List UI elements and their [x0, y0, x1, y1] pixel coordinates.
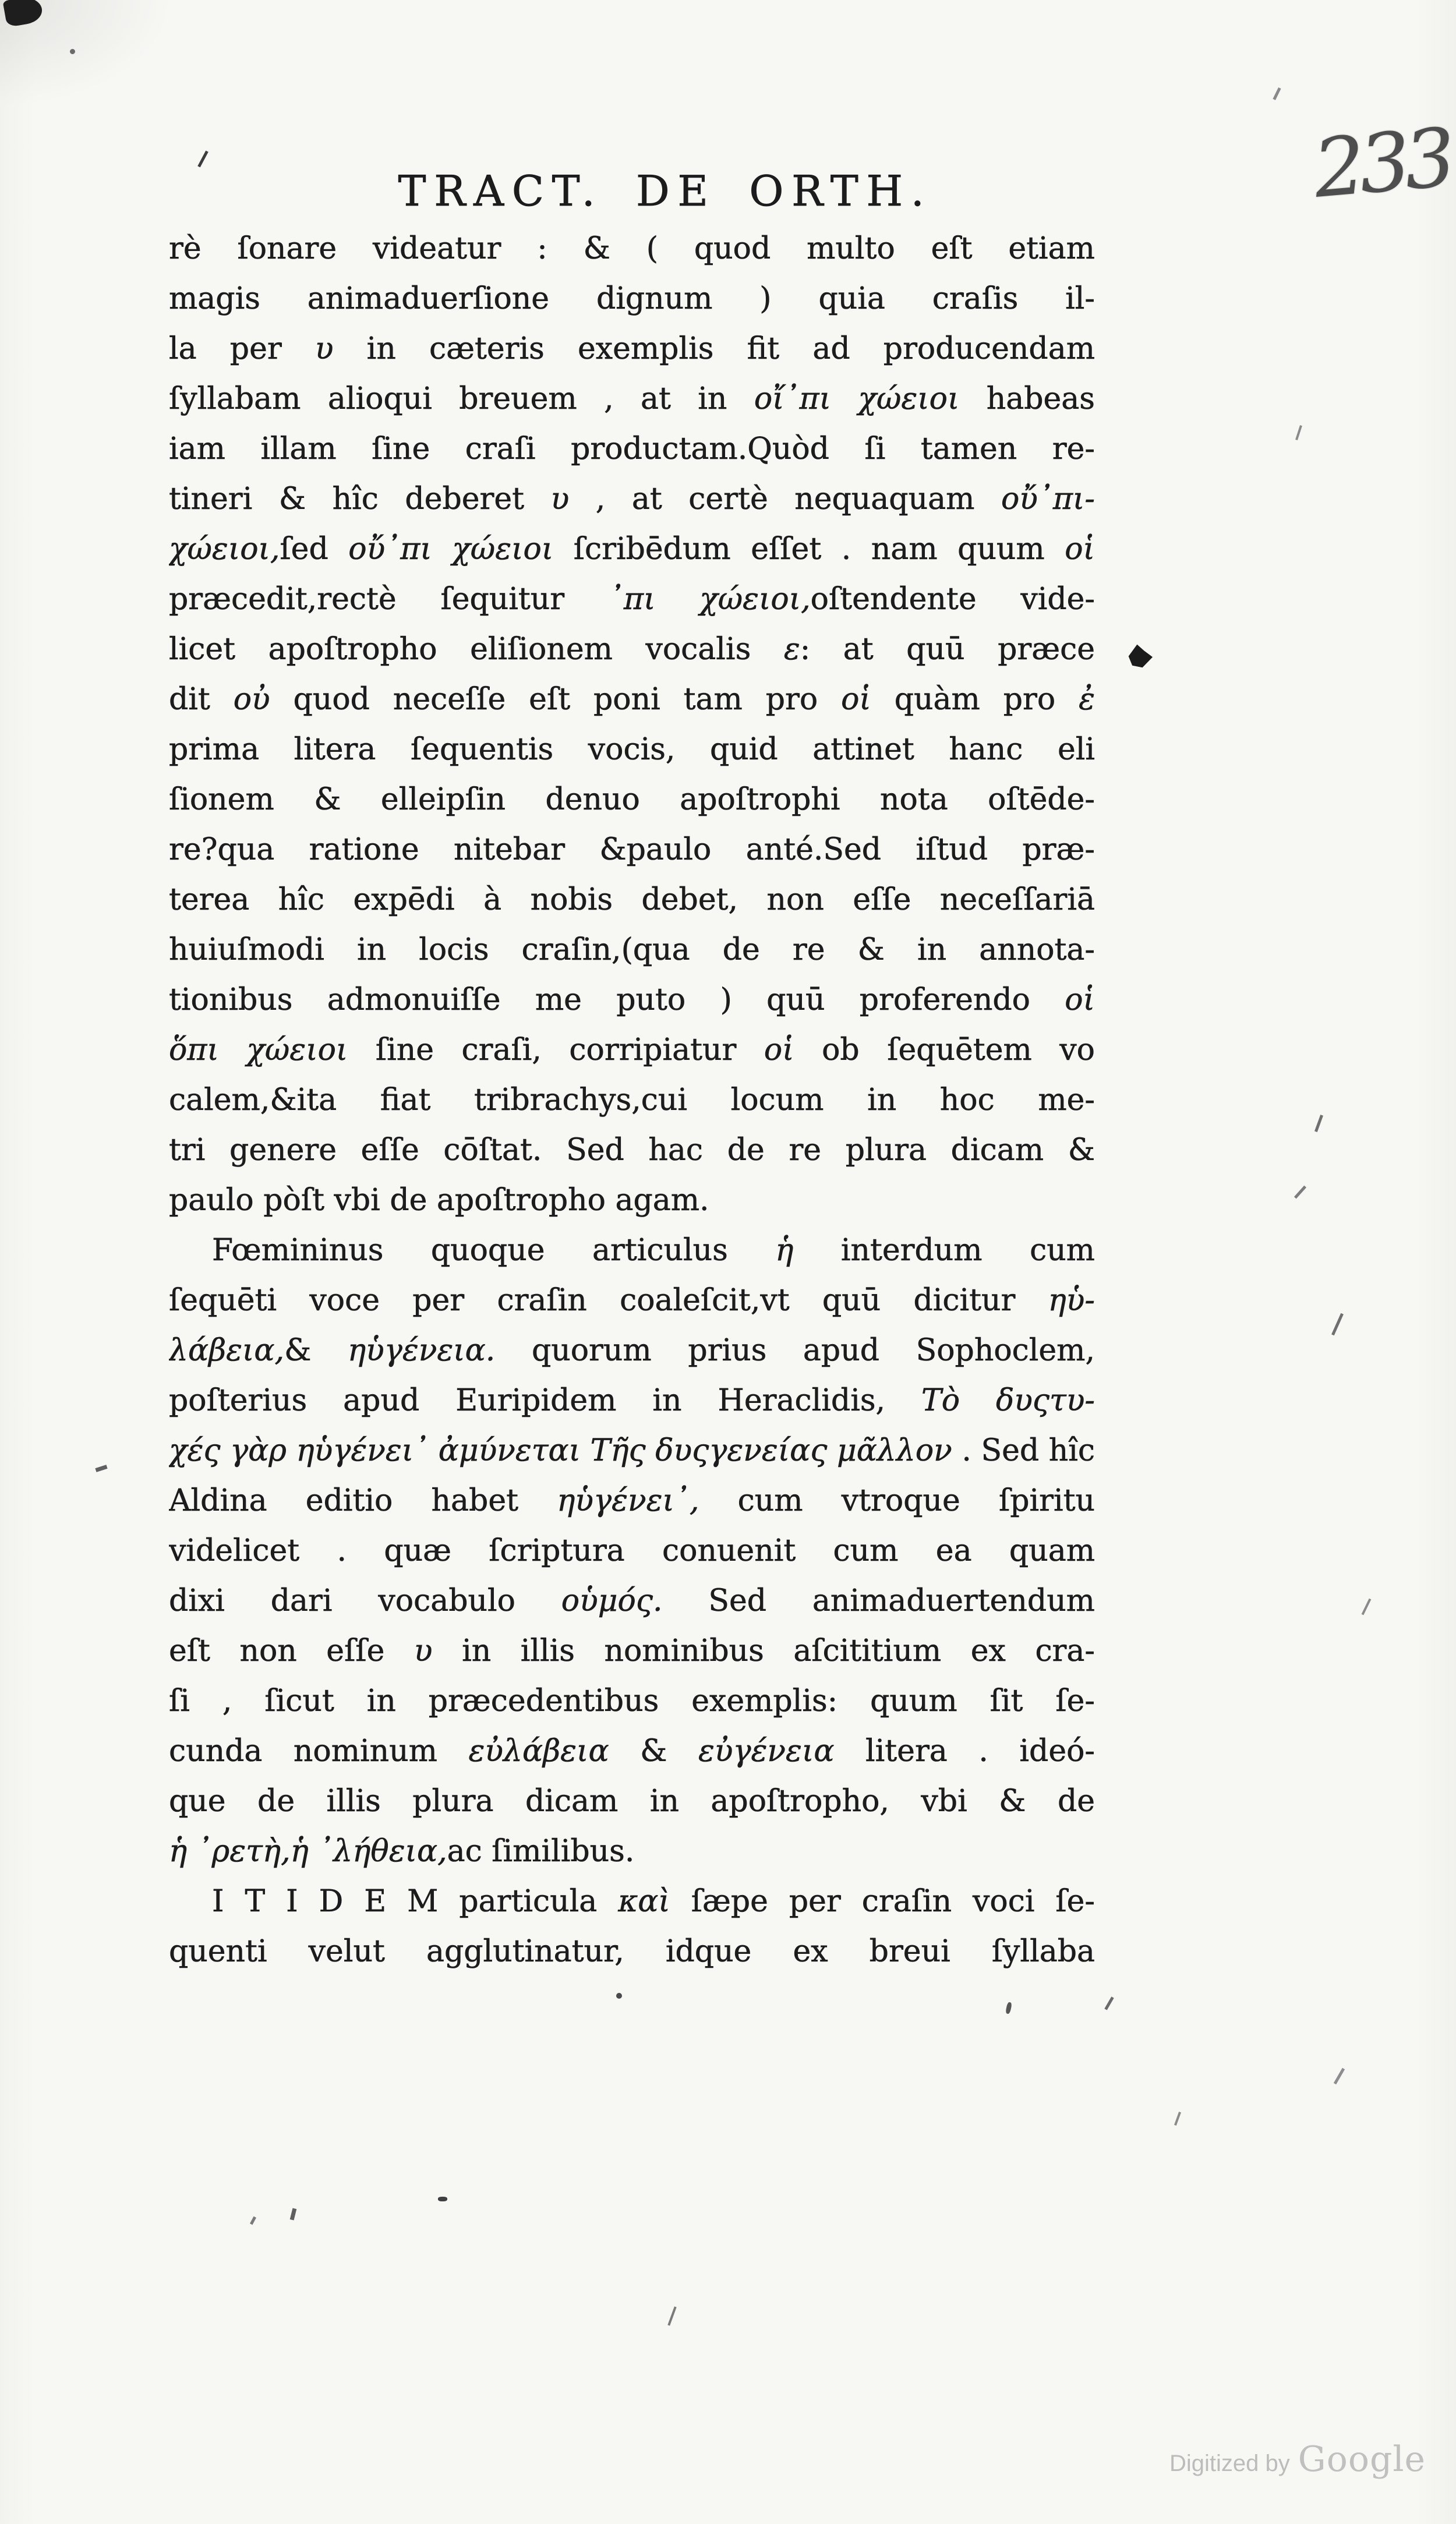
- greek-phrase: ἐ: [1079, 682, 1095, 717]
- ink-speck: [1331, 1313, 1344, 1336]
- ink-speck: [70, 49, 75, 54]
- latin-text: tri genere eſſe cōſtat. Sed hac de re plura dicam &: [169, 1133, 1095, 1168]
- text-line: [169, 474, 1095, 524]
- latin-text: ſi , ſicut in præcedentibus exemplis: quum ſit ſe-: [169, 1684, 1095, 1719]
- text-line: [169, 1025, 1095, 1075]
- latin-text: : at quū præce: [800, 632, 1095, 667]
- latin-text: videlicet . quæ ſcriptura conuenit cum ea quam: [169, 1533, 1095, 1568]
- latin-text: re?qua ratione nitebar &paulo anté.Sed iſtud præ-: [169, 832, 1095, 867]
- ink-speck: [197, 151, 208, 168]
- greek-phrase: υ: [414, 1634, 433, 1668]
- latin-text: ſequēti voce per craſin coaleſcit,vt quū dicitur: [169, 1283, 1048, 1318]
- greek-phrase: οἱ: [841, 682, 871, 717]
- greek-phrase: ὅπι χώειοι: [169, 1033, 348, 1067]
- text-line: [169, 624, 1095, 674]
- latin-text: &: [609, 1734, 698, 1769]
- text-line: [169, 274, 1095, 324]
- ink-speck: [290, 2208, 297, 2220]
- latin-text: Aldina editio habet: [169, 1483, 557, 1518]
- latin-text: oſtendente vide-: [810, 582, 1095, 617]
- ink-speck: [438, 2197, 447, 2201]
- latin-text: Sed animaduertendum: [662, 1583, 1095, 1618]
- handwritten-folio-number: 233: [1310, 111, 1454, 216]
- greek-phrase: ᾽πι χώειοι,: [608, 582, 811, 617]
- greek-phrase: ἡ: [775, 1233, 794, 1268]
- digitization-credit: [1169, 2439, 1426, 2480]
- greek-phrase: οὐ: [233, 682, 270, 717]
- greek-phrase: καὶ: [618, 1884, 670, 1919]
- latin-text: tineri & hîc deberet: [169, 482, 551, 517]
- latin-text: ac ſimilibus.: [447, 1834, 635, 1869]
- text-line: [169, 1826, 1095, 1876]
- latin-text: in cæteris exemplis fit ad producendam: [333, 331, 1095, 366]
- text-line: [169, 1726, 1095, 1776]
- latin-text: ſcribēdum eſſet . nam quum: [553, 532, 1065, 567]
- text-line: [169, 224, 1095, 274]
- ink-speck: [667, 2306, 676, 2325]
- ink-speck: [1273, 87, 1281, 100]
- text-line: [169, 1075, 1095, 1125]
- greek-phrase: υ: [314, 331, 334, 366]
- text-block: [169, 224, 1095, 1977]
- latin-text: , at certè nequaquam: [569, 482, 1001, 517]
- text-line: [169, 1676, 1095, 1726]
- greek-phrase: οἱ: [1065, 982, 1095, 1017]
- text-line: [169, 775, 1095, 825]
- latin-text: poſterius apud Euripidem in Heraclidis,: [169, 1383, 922, 1418]
- ink-speck: [1314, 1115, 1323, 1132]
- latin-text: . Sed hîc: [952, 1433, 1095, 1468]
- text-line: [169, 1275, 1095, 1325]
- text-line: [169, 324, 1095, 374]
- text-line: [169, 674, 1095, 724]
- text-line: [169, 1376, 1095, 1426]
- latin-text: litera . ideó-: [834, 1734, 1095, 1769]
- text-line: [169, 1526, 1095, 1576]
- latin-text: cunda nominum: [169, 1734, 469, 1769]
- text-line: [169, 925, 1095, 975]
- text-line: [169, 1626, 1095, 1676]
- latin-text: interdum cum: [793, 1233, 1095, 1268]
- ink-speck: [1334, 2068, 1345, 2084]
- digitized-by-label: Digitized by: [1169, 2451, 1290, 2476]
- greek-phrase: οἱ: [1065, 532, 1095, 567]
- latin-text: quàm pro: [871, 682, 1079, 717]
- latin-text: huiuſmodi in locis craſin,(qua de re & in annota-: [169, 932, 1095, 967]
- latin-text: que de illis plura dicam in apoſtropho, vbi & de: [169, 1784, 1095, 1819]
- ink-speck: [1294, 1186, 1306, 1199]
- greek-phrase: υ: [550, 482, 570, 517]
- greek-phrase: Τὸ δυςτυ-: [921, 1383, 1095, 1418]
- text-line: [169, 1576, 1095, 1626]
- greek-phrase: χώειοι,: [169, 532, 280, 567]
- latin-text: in illis nominibus aſcititium ex cra-: [432, 1634, 1095, 1668]
- text-line: [169, 374, 1095, 424]
- greek-phrase: ηὑ-: [1048, 1283, 1095, 1318]
- text-line: [169, 724, 1095, 775]
- latin-text: cum vtroque ſpiritu: [699, 1483, 1095, 1518]
- latin-text: prima litera ſequentis vocis, quid attinet hanc eli: [169, 732, 1095, 767]
- running-title: TRACT. DE ORTH.: [398, 167, 932, 215]
- latin-text: quorum prius apud Sophoclem,: [495, 1333, 1095, 1368]
- latin-text: rè ſonare videatur : & ( quod multo eſt etiam: [169, 231, 1095, 266]
- latin-text: &: [284, 1333, 348, 1368]
- latin-text: ſine craſi, corripiatur: [348, 1033, 764, 1067]
- text-line: [169, 1876, 1095, 1926]
- latin-text: quod neceſſe eſt poni tam pro: [270, 682, 842, 717]
- greek-phrase: ηὑγένεια.: [348, 1333, 496, 1368]
- text-line: [169, 1125, 1095, 1175]
- ink-speck: [250, 2217, 256, 2225]
- latin-text: calem,&ita fiat tribrachys,cui locum in hoc me-: [169, 1083, 1095, 1118]
- greek-phrase: οἴ᾽πι χώειοι: [754, 381, 960, 416]
- latin-text: la per: [169, 331, 315, 366]
- latin-text: ſyllabam alioqui breuem , at in: [169, 381, 754, 416]
- latin-text: I T I D E M particula: [212, 1884, 619, 1919]
- text-line: [169, 825, 1095, 875]
- latin-text: dit: [169, 682, 234, 717]
- text-line: [169, 424, 1095, 474]
- latin-text: tionibus admonuiſſe me puto ) quū proferendo: [169, 982, 1065, 1017]
- ink-speck: [95, 1465, 107, 1472]
- latin-text: ſæpe per craſin voci ſe-: [670, 1884, 1095, 1919]
- latin-text: dixi dari vocabulo: [169, 1583, 561, 1618]
- latin-text: ob ſequētem vo: [794, 1033, 1095, 1067]
- greek-phrase: οὑμός.: [561, 1583, 663, 1618]
- text-line: [169, 1476, 1095, 1526]
- latin-text: habeas: [959, 381, 1095, 416]
- text-line: [169, 975, 1095, 1025]
- ink-blot: [1126, 643, 1153, 669]
- latin-text: præcedit,rectè ſequitur: [169, 582, 609, 617]
- latin-text: paulo pòſt vbi de apoſtropho agam.: [169, 1183, 709, 1218]
- greek-phrase: οἱ: [764, 1033, 794, 1067]
- text-line: [169, 1926, 1095, 1977]
- ink-speck: [1295, 425, 1302, 440]
- greek-phrase: εὐλάβεια: [468, 1734, 609, 1769]
- ink-speck: [1104, 1996, 1114, 2010]
- ink-speck: [1362, 1599, 1372, 1615]
- latin-text: licet apoſtropho eliſionem vocalis: [169, 632, 784, 667]
- text-line: [169, 1175, 1095, 1225]
- latin-text: ſed: [280, 532, 349, 567]
- text-line: [169, 875, 1095, 925]
- ink-speck: [616, 1993, 622, 1999]
- latin-text: magis animaduerſione dignum ) quia craſis il-: [169, 281, 1095, 316]
- greek-phrase: ηὑγένει᾽,: [557, 1483, 699, 1518]
- ink-blot: [2, 0, 44, 27]
- text-line: [169, 524, 1095, 574]
- greek-phrase: λάβεια,: [169, 1333, 285, 1368]
- text-line: [169, 1426, 1095, 1476]
- greek-phrase: οὔ᾽πι-: [1001, 482, 1095, 517]
- text-line: [169, 1776, 1095, 1826]
- latin-text: ſionem & elleipſin denuo apoſtrophi nota oſtēde-: [169, 782, 1095, 817]
- latin-text: quenti velut agglutinatur, idque ex breui ſyllaba: [169, 1934, 1095, 1969]
- latin-text: Fœmininus quoque articulus: [212, 1233, 776, 1268]
- latin-text: terea hîc expēdi à nobis debet, non eſſe neceſſariā: [169, 882, 1095, 917]
- text-line: [169, 1225, 1095, 1275]
- greek-phrase: οὔ᾽πι χώειοι: [348, 532, 554, 567]
- text-line: [169, 574, 1095, 624]
- ink-speck: [1174, 2112, 1181, 2126]
- google-logo: Google: [1298, 2439, 1426, 2480]
- greek-phrase: χές γὰρ ηὑγένει᾽ ἀμύνεται Τῆς δυςγενείας μᾶλλον: [169, 1433, 952, 1468]
- greek-phrase: ἡ ᾽ρετὴ,ἡ ᾽λήθεια,: [169, 1834, 447, 1869]
- latin-text: eſt non eſſe: [169, 1634, 414, 1668]
- greek-phrase: ε: [783, 632, 800, 667]
- ink-speck: [1005, 2002, 1012, 2014]
- text-line: [169, 1325, 1095, 1376]
- greek-phrase: εὐγένεια: [698, 1734, 835, 1769]
- latin-text: iam illam ſine craſi productam.Quòd ſi tamen re-: [169, 432, 1095, 466]
